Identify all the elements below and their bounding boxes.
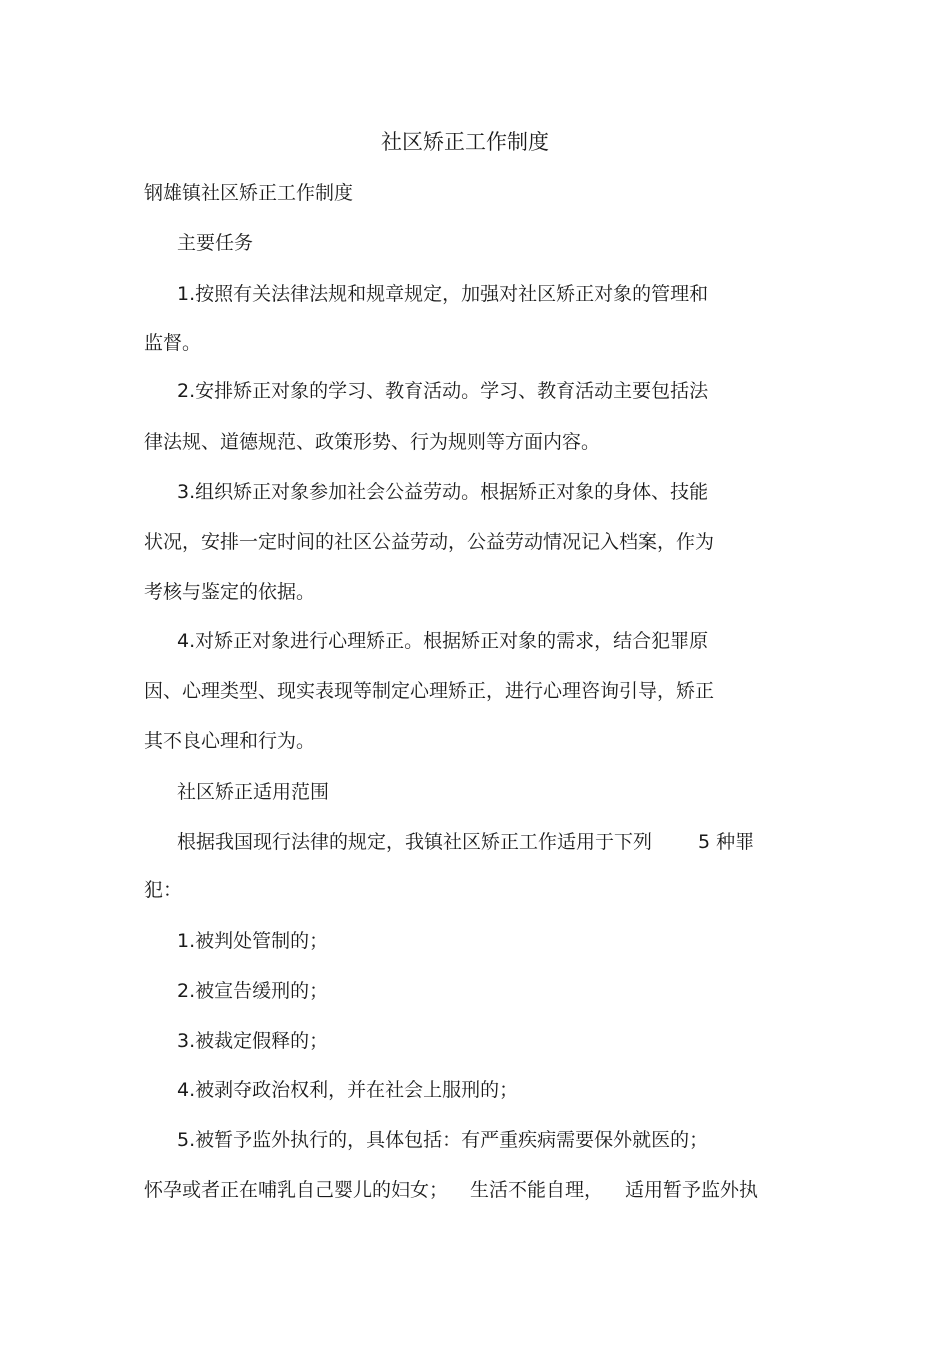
section-heading-scope: 社区矫正适用范围 bbox=[177, 781, 330, 803]
paragraph-line bbox=[144, 1176, 758, 1204]
paragraph-line bbox=[177, 828, 754, 856]
paragraph-line: 4.对矫正对象进行心理矫正。根据矫正对象的需求，结合犯罪原 bbox=[177, 630, 709, 652]
list-item: 2.被宣告缓刑的； bbox=[177, 980, 329, 1002]
paragraph-line: 犯： bbox=[144, 879, 183, 901]
paragraph-line: 3.组织矫正对象参加社会公益劳动。根据矫正对象的身体、技能 bbox=[177, 481, 709, 503]
subtitle: 钢雄镇社区矫正工作制度 bbox=[144, 182, 354, 204]
item5-part-b: 生活不能自理， bbox=[470, 1179, 604, 1201]
paragraph-line: 其不良心理和行为。 bbox=[144, 730, 316, 752]
paragraph-line: 律法规、道德规范、政策形势、行为规则等方面内容。 bbox=[144, 431, 601, 453]
paragraph-line: 考核与鉴定的依据。 bbox=[144, 581, 316, 603]
list-item: 3.被裁定假释的； bbox=[177, 1030, 329, 1052]
paragraph-line: 监督。 bbox=[144, 332, 202, 354]
item5-part-a: 怀孕或者正在哺乳自己婴儿的妇女； bbox=[144, 1179, 449, 1201]
document-title: 社区矫正工作制度 bbox=[381, 130, 549, 154]
list-item: 4.被剥夺政治权利，并在社会上服刑的； bbox=[177, 1079, 519, 1101]
paragraph-line: 因、心理类型、现实表现等制定心理矫正，进行心理咨询引导，矫正 bbox=[144, 680, 715, 702]
paragraph-line: 状况，安排一定时间的社区公益劳动，公益劳动情况记入档案，作为 bbox=[144, 531, 715, 553]
list-item: 5.被暂予监外执行的，具体包括：有严重疾病需要保外就医的； bbox=[177, 1129, 709, 1151]
paragraph-line: 2.安排矫正对象的学习、教育活动。学习、教育活动主要包括法 bbox=[177, 380, 709, 402]
section-heading-tasks: 主要任务 bbox=[177, 232, 254, 254]
scope-intro-count: 5 种罪 bbox=[698, 831, 755, 853]
item5-part-c: 适用暂予监外执 bbox=[625, 1179, 759, 1201]
scope-intro-text: 根据我国现行法律的规定，我镇社区矫正工作适用于下列 bbox=[177, 831, 653, 853]
list-item: 1.被判处管制的； bbox=[177, 930, 329, 952]
paragraph-line: 1.按照有关法律法规和规章规定，加强对社区矫正对象的管理和 bbox=[177, 283, 709, 305]
